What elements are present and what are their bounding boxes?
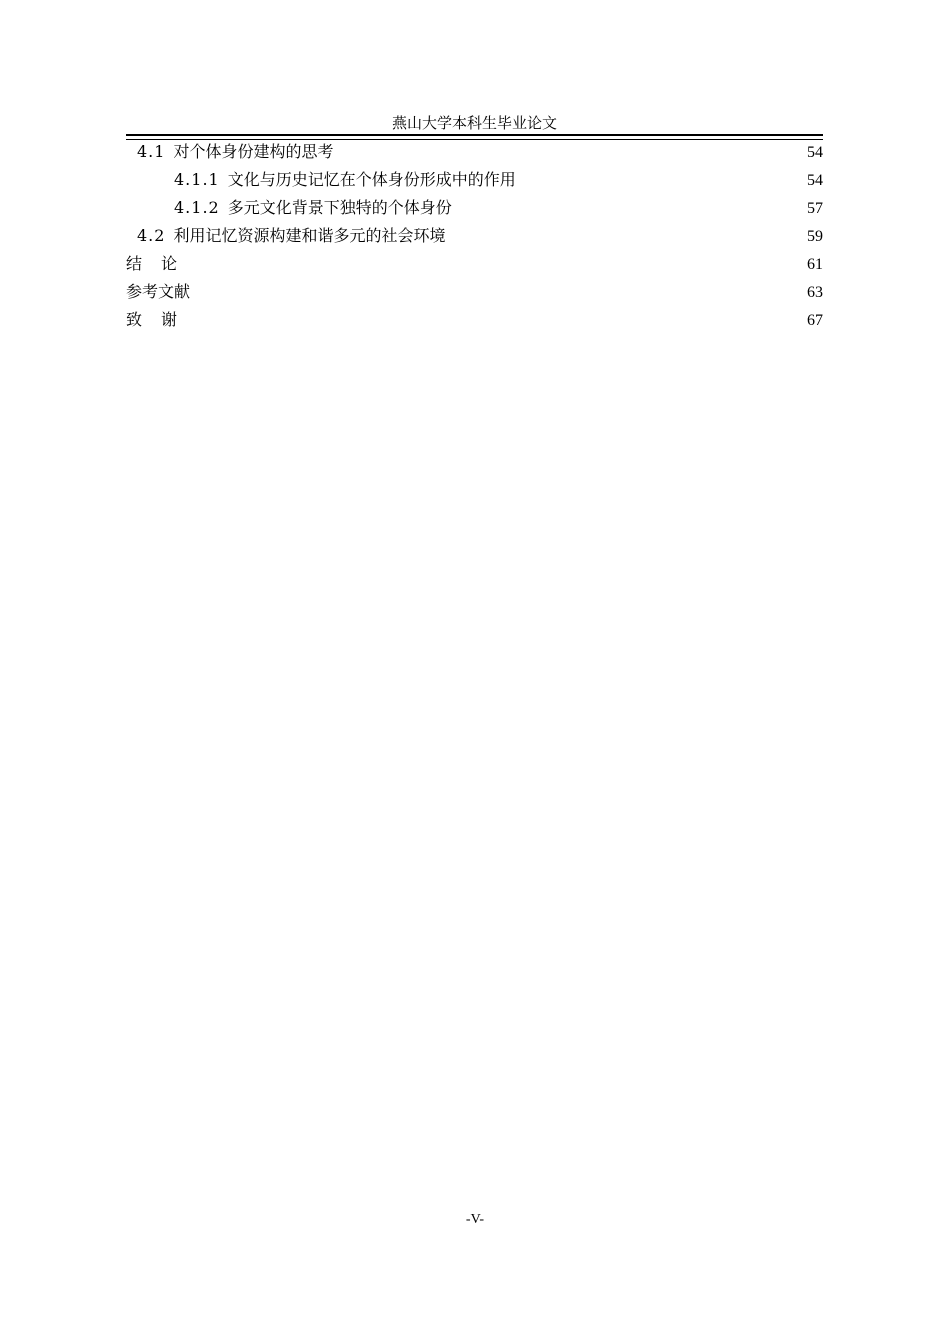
- header-rule-thick: [126, 134, 823, 136]
- toc-entry-references[interactable]: [126, 281, 823, 309]
- toc-entry-page: 54: [807, 172, 823, 189]
- toc-entry-page: 54: [807, 144, 823, 161]
- toc-entry-4-2[interactable]: [126, 225, 823, 253]
- header-rule-thin: [126, 139, 823, 140]
- toc-entry-page: 57: [807, 200, 823, 217]
- toc-entry-page: 67: [807, 312, 823, 329]
- page-number: -V-: [465, 1212, 485, 1227]
- toc-entry-page: 63: [807, 284, 823, 301]
- toc-entry-title: 对个体身份建构的思考: [173, 142, 334, 161]
- toc-entry-4-1-2[interactable]: [126, 197, 823, 225]
- toc-entry-title: 致谢: [126, 310, 197, 329]
- toc-entry-page: 59: [807, 228, 823, 245]
- toc-entry-title: 参考文献: [126, 282, 191, 301]
- running-header: 燕山大学本科生毕业论文: [391, 114, 557, 132]
- toc-entry-conclusion[interactable]: [126, 253, 823, 281]
- table-of-contents: [126, 141, 823, 337]
- toc-entry-title: 文化与历史记忆在个体身份形成中的作用: [227, 170, 516, 189]
- toc-entry-title: 结论: [126, 254, 197, 273]
- toc-entry-4-1[interactable]: [126, 141, 823, 169]
- toc-entry-title: 利用记忆资源构建和谐多元的社会环境: [173, 226, 446, 245]
- toc-entry-number: 4.1.1: [174, 170, 220, 189]
- toc-entry-title: 多元文化背景下独特的个体身份: [227, 198, 452, 217]
- toc-entry-number: 4.1.2: [174, 198, 220, 217]
- toc-entry-acknowledgements[interactable]: [126, 309, 823, 337]
- toc-entry-4-1-1[interactable]: [126, 169, 823, 197]
- toc-entry-number: 4.1: [137, 142, 166, 161]
- toc-entry-number: 4.2: [137, 226, 166, 245]
- toc-entry-page: 61: [807, 256, 823, 273]
